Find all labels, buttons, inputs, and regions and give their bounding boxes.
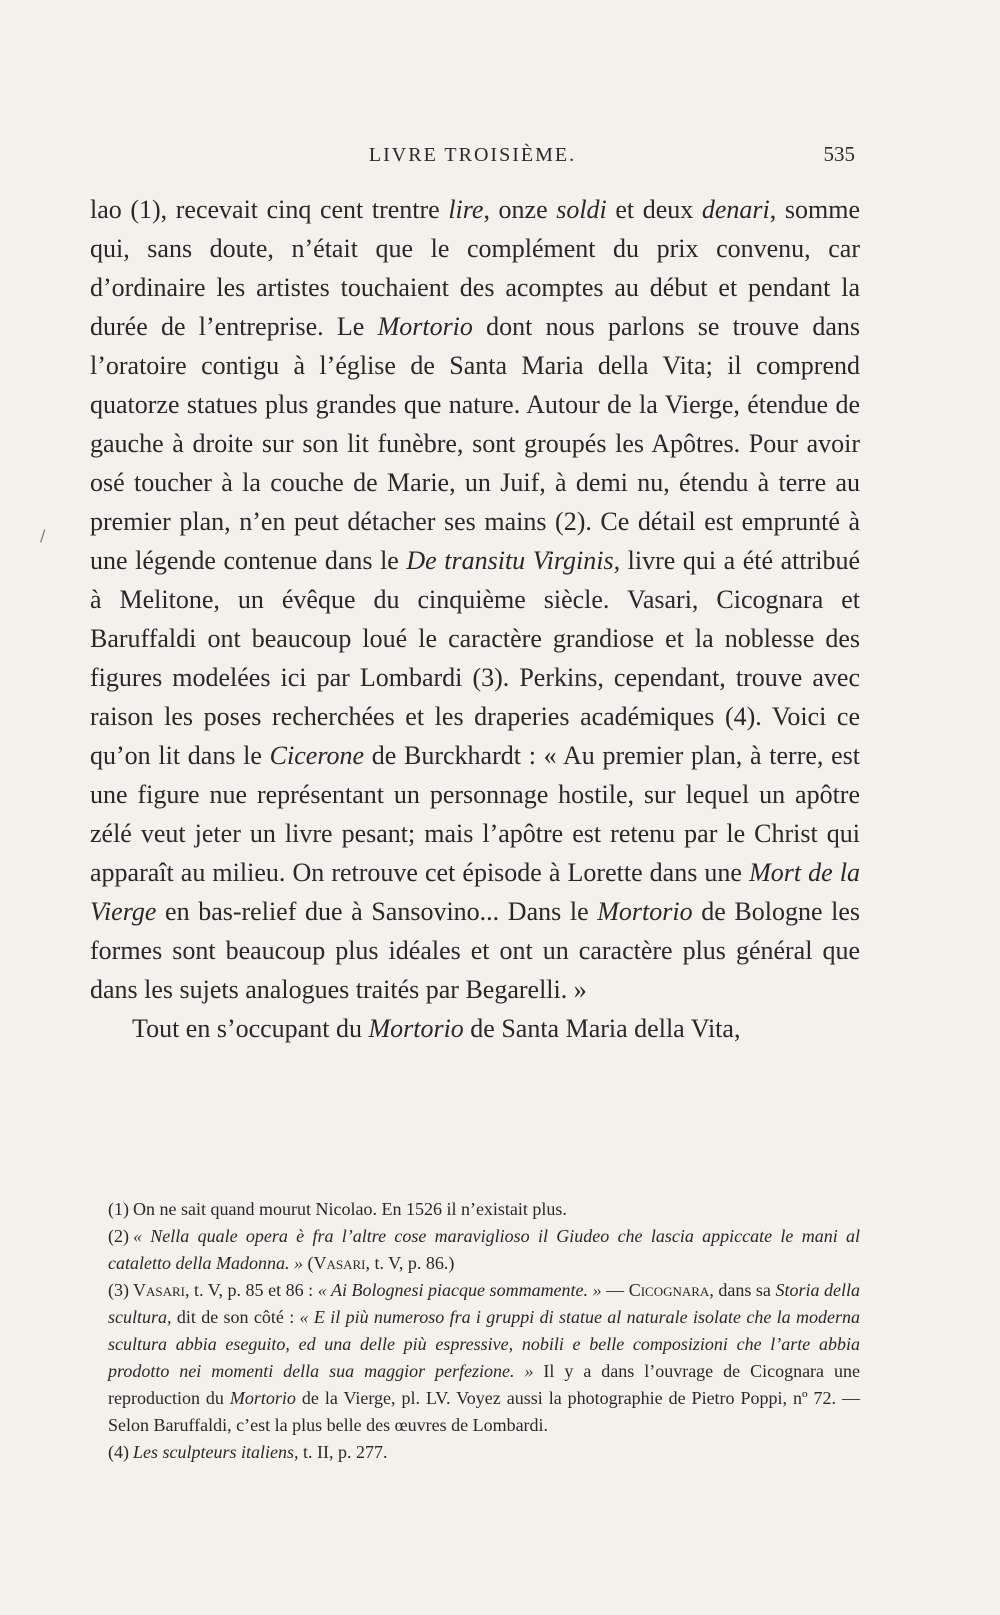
running-title: LIVRE TROISIÈME. (368, 144, 577, 166)
text-run: Tout en s’occupant du (132, 1014, 369, 1043)
italic-run: « E il più numeroso fra i gruppi di statue al naturale isolate che la moderna scultura abbia eseguito, ed una delle più espressive, nobili e belle composizioni che l’arte abbia prodotto nei momenti della sua maggior perfezione. » (108, 1307, 860, 1381)
italic-run: « Ai Bolognesi piacque sommamente. » (317, 1280, 602, 1300)
text-run: de Santa Maria della Vita, (463, 1014, 741, 1043)
text-run: en bas-relief due à Sansovino... Dans le (156, 897, 598, 926)
text-run: livre qui a été attribué à Melitone, un évêque du cinquième siècle. Vasari, Cicognara et Baruffaldi ont beaucoup loué le caractère grandiose et la noblesse des figures modelées ici par Lombardi (3). Perkins, cependant, trouve avec raison les poses recherchées et les draperies académiques (4). Voici ce qu’on lit dans le (90, 546, 860, 770)
margin-mark: / (40, 526, 46, 545)
text-run: lao (1), recevait cinq cent trentre (90, 195, 449, 224)
italic-run: Mort de la Vierge (90, 858, 860, 926)
text-run: dit de son côté : (171, 1307, 300, 1327)
italic-run: soldi (556, 195, 607, 224)
italic-run: Mortorio (597, 897, 693, 926)
text-run: Il y a dans l’ouvrage de Cicognara une reproduction du (108, 1361, 860, 1408)
text-run: et deux (606, 195, 702, 224)
footnote-2 (108, 1223, 860, 1277)
text-run: t. II, p. 277. (298, 1442, 388, 1462)
italic-run: De transitu Virginis, (406, 546, 621, 575)
text-run: — (601, 1280, 629, 1300)
italic-run: Mortorio (229, 1388, 296, 1408)
text-run: , dans sa (709, 1280, 776, 1300)
footnote-number: (1) (108, 1199, 129, 1219)
paragraph-2 (90, 1009, 860, 1048)
footnote-1 (108, 1196, 860, 1223)
small-caps-run: Vasari (313, 1253, 366, 1273)
page-number: 535 (823, 142, 855, 166)
italic-run: denari (701, 195, 770, 224)
text-run: de la Vierge, pl. LV. Voyez aussi la photographie de Pietro Poppi, nº 72. — Selon Baruffaldi, c’est la plus belle des œuvres de Lombardi. (108, 1388, 861, 1435)
italic-run: Mortorio (377, 312, 473, 341)
italic-run: « Nella quale opera è fra l’altre cose maraviglioso il Giudeo che lascia appiccate le mani al cataletto della Madonna. » (108, 1226, 860, 1273)
main-text (90, 190, 860, 1048)
footnotes (108, 1196, 860, 1466)
italic-run: Les sculpteurs italiens, (133, 1442, 299, 1462)
text-run: , t. V, p. 85 et 86 : (185, 1280, 318, 1300)
text-run: dont nous parlons se trouve dans l’oratoire contigu à l’église de Santa Maria della Vita; il comprend quatorze statues plus grandes que nature. Autour de la Vierge, étendue de gauche à droite sur son lit funèbre, sont groupés les Apôtres. Pour avoir osé toucher à la couche de Marie, un Juif, à demi nu, étendu à terre au premier plan, n’en peut détacher ses mains (2). Ce détail est emprunté à une légende contenue dans le (90, 312, 860, 575)
italic-run: Cicerone (269, 741, 365, 770)
text-run: , onze (483, 195, 557, 224)
small-caps-run: Cicognara (628, 1280, 710, 1300)
italic-run: Storia della scultura, (108, 1280, 860, 1327)
text-run: de Burckhardt : « Au premier plan, à terre, est une figure nue représentant un personnage hostile, sur lequel un apôtre zélé veut jeter un livre pesant; mais l’apôtre est retenu par le Christ qui apparaît au milieu. On retrouve cet épisode à Lorette dans une (90, 741, 860, 887)
footnote-3 (108, 1277, 860, 1439)
text-run: , t. V, p. 86.) (365, 1253, 455, 1273)
running-head (90, 142, 855, 172)
text-run: de Bologne les formes sont beaucoup plus idéales et ont un caractère plus général que dans les sujets analogues traités par Begarelli. » (90, 897, 860, 1004)
footnote-4 (108, 1439, 860, 1466)
footnote-text: On ne sait quand mourut Nicolao. En 1526 il n’existait plus. (133, 1199, 567, 1219)
footnote-number: (4) (108, 1442, 129, 1462)
small-caps-run: Vasari (133, 1280, 186, 1300)
footnote-number: (3) (108, 1280, 129, 1300)
text-run: ( (302, 1253, 314, 1273)
italic-run: Mortorio (368, 1014, 464, 1043)
paragraph-1 (90, 190, 860, 1009)
text-run: , somme qui, sans doute, n’était que le complément du prix convenu, car d’ordinaire les artistes touchaient des acomptes au début et pendant la durée de l’entreprise. Le (90, 195, 860, 341)
footnote-number: (2) (108, 1226, 129, 1246)
italic-run: lire (448, 195, 484, 224)
